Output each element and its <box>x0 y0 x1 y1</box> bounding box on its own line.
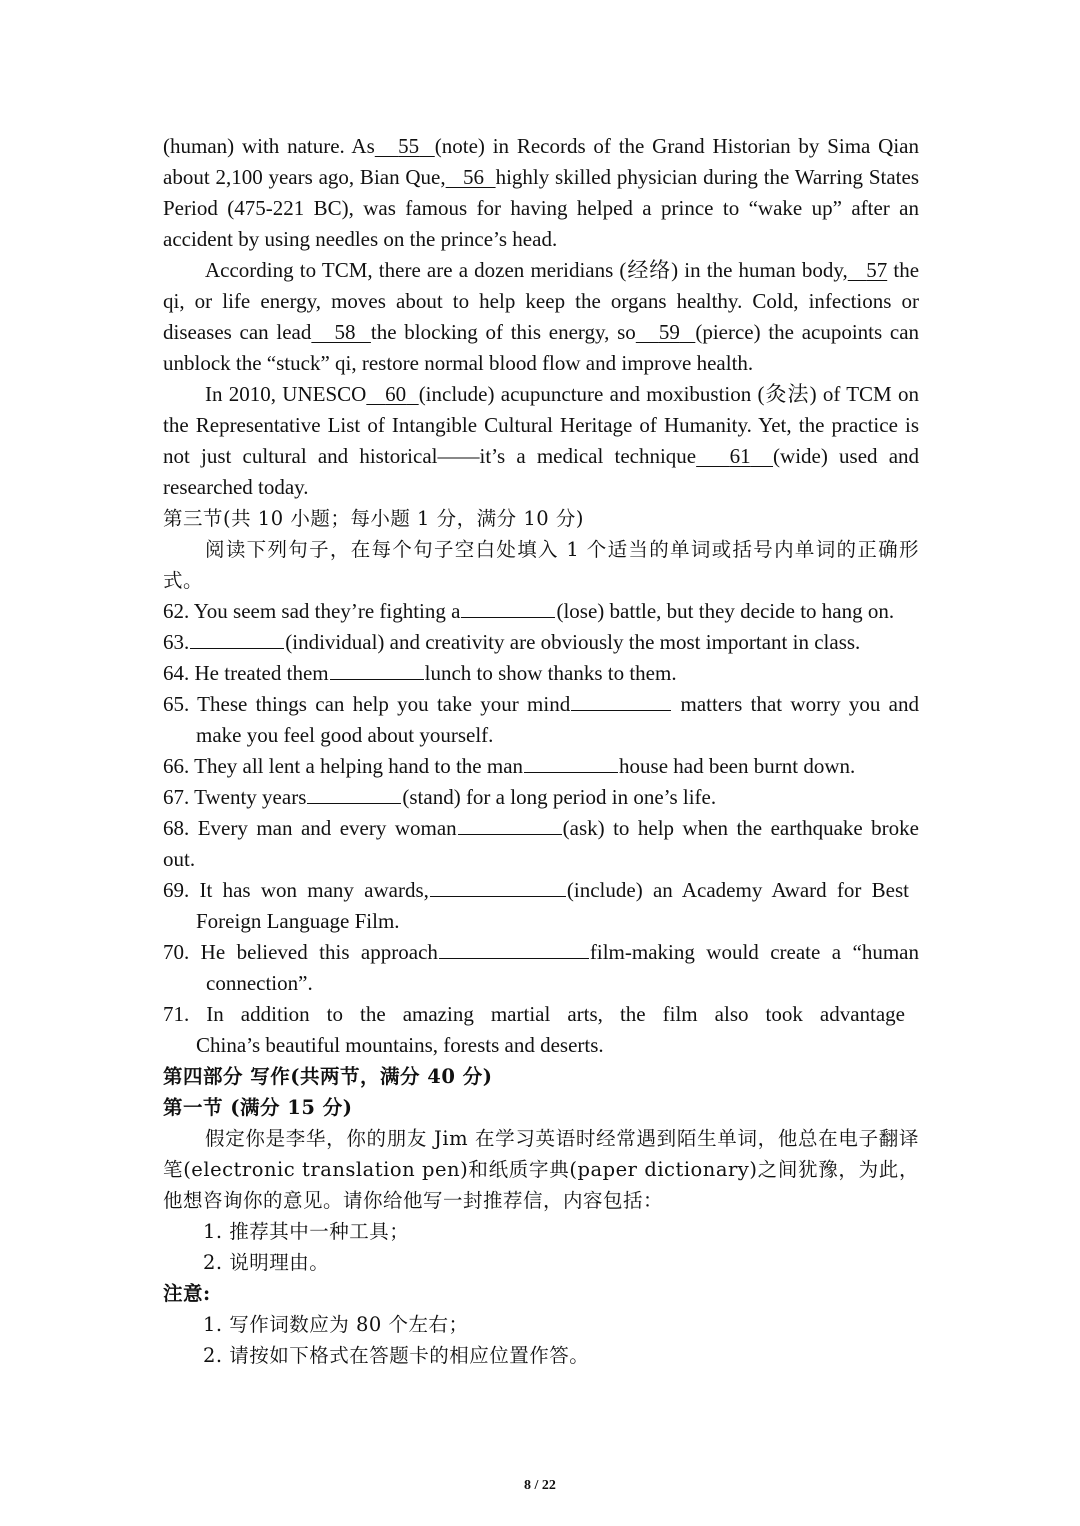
answer-blank <box>524 751 618 773</box>
note-item-2: 2. 请按如下格式在答题卡的相应位置作答。 <box>203 1344 590 1367</box>
answer-blank <box>571 689 671 711</box>
question-70-cont: connection”. <box>206 971 313 995</box>
question-62: 62. You seem sad they’re fighting a (lose) battle, but they decide to hang on. <box>163 596 919 627</box>
answer-blank <box>190 627 284 649</box>
writing-prompt: 假定你是李华，你的朋友 Jim 在学习英语时经常遇到陌生单词，他总在电子翻译笔(electronic translation pen)和纸质字典(paper dictionary)之间犹豫，为此，他想咨询你的意见。请你给他写一封推荐信，内容包括： <box>163 1127 919 1212</box>
passage-text: the blocking of this energy, so <box>370 320 636 344</box>
blank-58: 58 <box>334 320 356 344</box>
answer-blank <box>430 875 566 897</box>
writing-item-2: 2. 说明理由。 <box>203 1251 330 1274</box>
passage-text: (wide) used and researched today. <box>163 444 920 499</box>
question-65-cont: make you feel good about yourself. <box>196 723 494 747</box>
answer-blank <box>330 658 424 680</box>
blank-55: 55 <box>398 134 420 158</box>
writing-item-1: 1. 推荐其中一种工具； <box>203 1220 410 1243</box>
passage-text: (pierce) the acupoints can unblock the “stuck” qi, restore normal blood flow and improve health. <box>163 320 920 375</box>
question-67: 67. Twenty years (stand) for a long period in one’s life. <box>163 782 919 813</box>
answer-blank <box>307 782 401 804</box>
question-69-cont: Foreign Language Film. <box>196 909 400 933</box>
question-66: 66. They all lent a helping hand to the man house had been burnt down. <box>163 751 919 782</box>
page-content <box>163 131 919 1371</box>
question-71-cont: China’s beautiful mountains, forests and deserts. <box>196 1033 604 1057</box>
passage-paragraph-1 <box>163 131 919 255</box>
passage-text: In 2010, UNESCO <box>205 382 367 406</box>
section3-heading: 第三节(共 10 小题；每小题 1 分，满分 10 分) <box>163 507 584 530</box>
page-number: 8 / 22 <box>524 1478 556 1493</box>
question-68: 68. Every man and every woman (ask) to help when the earthquake broke out. <box>163 813 919 875</box>
passage-paragraph-2 <box>163 255 919 379</box>
passage-text: (note) in Records of the Grand Historian by Sima Qian about 2,100 years ago, Bian Que, <box>163 134 919 189</box>
passage-text: (human) with nature. As <box>163 134 375 158</box>
passage-text: the qi, or life energy, moves about to help keep the organs healthy. Cold, infections or diseases can lead <box>163 258 920 344</box>
blank-56: 56 <box>463 165 484 189</box>
question-71: 71. In addition to the amazing martial arts, the film also took advantage <box>163 1002 905 1026</box>
blank-61: 61 <box>729 444 751 468</box>
question-70: 70. He believed this approach film-making would create a “human <box>163 937 919 968</box>
blank-59: 59 <box>658 320 680 344</box>
question-65: 65. These things can help you take your mind matters that worry you and <box>163 689 919 720</box>
note-label: 注意: <box>163 1282 211 1305</box>
answer-blank <box>439 937 589 959</box>
passage-text: highly skilled physician during the Warring States Period (475-221 BC), was famous for having helped a prince to “wake up” after an accident by using needles on the prince’s head. <box>163 165 920 251</box>
question-64: 64. He treated them lunch to show thanks to them. <box>163 658 919 689</box>
passage-paragraph-3 <box>163 379 919 503</box>
passage-text: According to TCM, there are a dozen meridians (经络) in the human body, <box>205 258 848 282</box>
blank-60: 60 <box>385 382 407 406</box>
part4-heading: 第四部分 写作(共两节，满分 40 分) <box>163 1065 493 1088</box>
blank-57: 57 <box>866 258 888 282</box>
answer-blank <box>461 596 555 618</box>
section3-instruction: 阅读下列句子，在每个句子空白处填入 1 个适当的单词或括号内单词的正确形式。 <box>163 538 919 592</box>
part4-section1-heading: 第一节 (满分 15 分) <box>163 1096 353 1119</box>
question-69: 69. It has won many awards, (include) an Academy Award for Best <box>163 875 919 906</box>
passage-text: (include) acupuncture and moxibustion (灸法) of TCM on the Representative List of Intangible Cultural Heritage of Humanity. Yet, the practice is not just cultural and historical——it’s a medical technique <box>163 382 920 468</box>
question-63: 63. (individual) and creativity are obviously the most important in class. <box>163 627 919 658</box>
note-item-1: 1. 写作词数应为 80 个左右； <box>203 1313 469 1336</box>
answer-blank <box>458 813 562 835</box>
